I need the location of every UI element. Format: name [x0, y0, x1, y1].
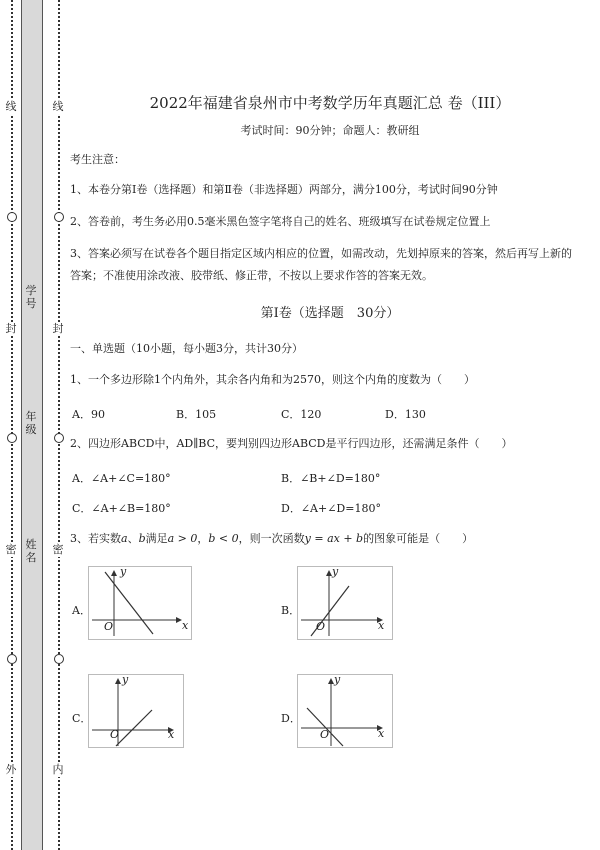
- origin-label: O: [104, 620, 114, 633]
- left-dotted-line: [11, 0, 13, 850]
- x-axis-label: x: [378, 727, 385, 740]
- binding-hole-icon: [7, 433, 17, 443]
- option-c[interactable]: C．: [72, 712, 92, 725]
- option-b[interactable]: B．105: [176, 408, 217, 421]
- margin-char: 线: [52, 100, 64, 113]
- exam-subtitle: 考试时间：90分钟；命题人：教研组: [240, 124, 420, 137]
- option-c[interactable]: C．∠A+∠B=180°: [72, 502, 171, 515]
- option-b[interactable]: B．∠B+∠D=180°: [281, 472, 381, 485]
- margin-char: 封: [52, 322, 64, 335]
- y-axis-arrow-icon: [115, 678, 121, 684]
- margin-char: 内: [52, 763, 64, 776]
- notice-item: 3、答案必须写在试卷各个题目指定区域内相应的位置，如需改动，先划掉原来的答案，然后再写上新的答案；不准使用涂改液、胶带纸、修正带，不按以上要求作答的答案无效。: [70, 247, 572, 282]
- binding-hole-icon: [54, 654, 64, 664]
- y-axis-label: y: [332, 565, 339, 578]
- grade-label: 年级: [25, 410, 37, 436]
- function-line: [116, 710, 152, 746]
- student-number-label: 学号: [25, 284, 37, 310]
- question-stem: 2、四边形ABCD中，AD∥BC，要判别四边形ABCD是平行四边形，还需满足条件（ ）: [70, 437, 513, 450]
- notice-item: 2、答卷前，考生务必用0.5毫米黑色签字笔将自己的姓名、班级填写在试卷规定位置上: [70, 215, 491, 228]
- option-c[interactable]: C．120: [281, 408, 322, 421]
- margin-char: 封: [5, 322, 17, 335]
- option-a[interactable]: A．: [72, 604, 91, 617]
- option-d[interactable]: D．130: [385, 408, 426, 421]
- notice-item: 1、本卷分第I卷（选择题）和第Ⅱ卷（非选择题）两部分，满分100分，考试时间90分钟: [70, 183, 498, 196]
- origin-label: O: [320, 728, 330, 741]
- x-axis-label: x: [182, 619, 189, 632]
- question-stem: 1、一个多边形除1个内角外，其余各内角和为2570，则这个内角的度数为（ ）: [70, 373, 475, 386]
- margin-char: 外: [5, 763, 17, 776]
- origin-label: O: [110, 728, 120, 741]
- section-title: 第I卷（选择题 30分）: [260, 306, 400, 321]
- y-axis-label: y: [334, 673, 341, 686]
- binding-hole-icon: [54, 212, 64, 222]
- y-axis-label: y: [122, 673, 129, 686]
- y-axis-label: y: [120, 565, 127, 578]
- page-title: 2022年福建省泉州市中考数学历年真题汇总 卷（III）: [149, 94, 511, 112]
- question-stem: 3、若实数a、b满足a > 0，b < 0，则一次函数y = ax + b的图象可能是（ ）: [70, 532, 474, 545]
- margin-char: 密: [52, 543, 64, 556]
- option-b[interactable]: B．: [281, 604, 301, 617]
- binding-hole-icon: [54, 433, 64, 443]
- binding-margin: [0, 0, 62, 850]
- option-a[interactable]: A．90: [72, 408, 105, 421]
- name-label: 姓名: [25, 538, 37, 564]
- y-axis-arrow-icon: [111, 570, 117, 576]
- binding-hole-icon: [7, 654, 17, 664]
- margin-char: 密: [5, 543, 17, 556]
- right-dotted-line: [58, 0, 60, 850]
- option-d[interactable]: D．∠A+∠D=180°: [281, 502, 381, 515]
- option-a[interactable]: A．∠A+∠C=180°: [72, 472, 171, 485]
- option-d[interactable]: D．: [281, 712, 301, 725]
- margin-char: 线: [5, 100, 17, 113]
- part-heading: 一、单选题（10小题，每小题3分，共计30分）: [70, 342, 303, 355]
- binding-hole-icon: [7, 212, 17, 222]
- notice-heading: 考生注意：: [70, 153, 125, 166]
- x-axis-label: x: [378, 619, 385, 632]
- x-axis-label: x: [168, 728, 175, 741]
- origin-label: O: [316, 620, 326, 633]
